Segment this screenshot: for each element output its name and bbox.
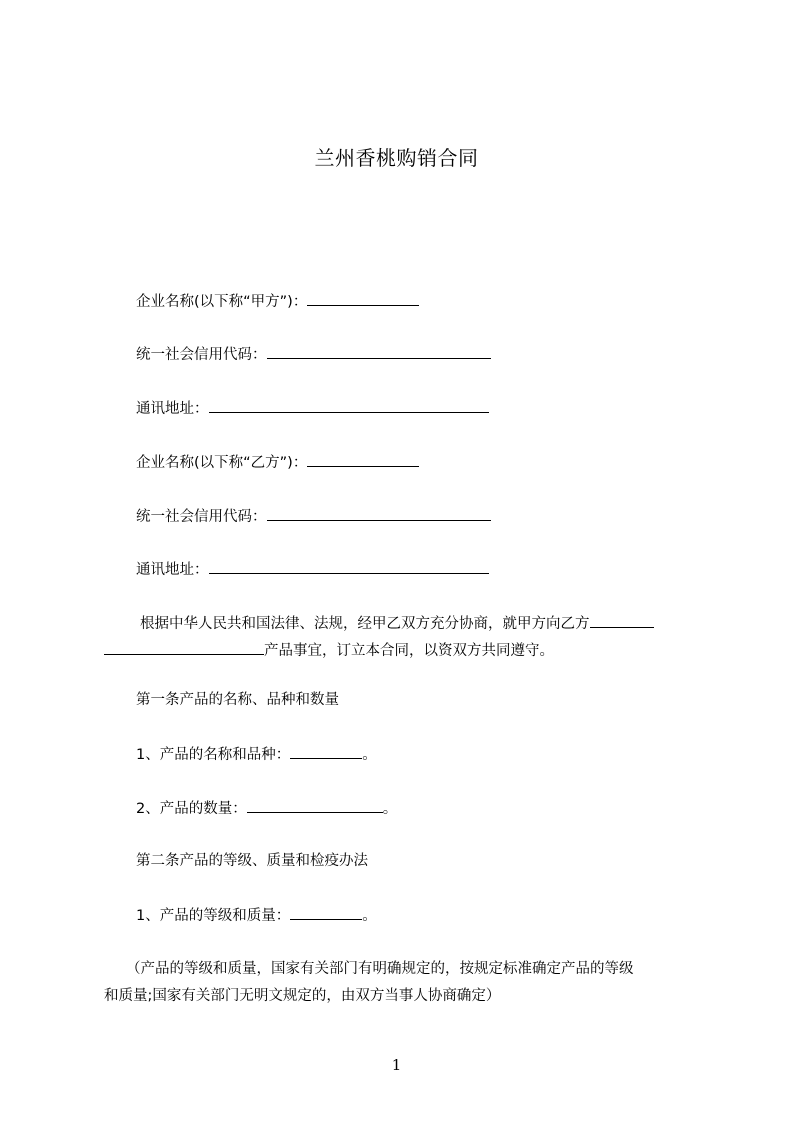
party-a-code-label: 统一社会信用代码： — [136, 347, 267, 363]
article-1-item-1-blank[interactable] — [290, 744, 362, 759]
party-a-address-label: 通讯地址： — [136, 401, 209, 417]
article-2-item-1-blank[interactable] — [290, 905, 362, 920]
party-b-address-line — [136, 559, 489, 580]
page-number: 1 — [391, 1056, 402, 1074]
intro-line-1 — [140, 613, 654, 634]
party-a-name-line — [136, 291, 419, 312]
party-a-address-line — [136, 398, 489, 419]
article-2-item-1-label: 1、产品的等级和质量： — [136, 908, 291, 924]
intro-product-blank-1[interactable] — [590, 613, 654, 628]
article-1-item-2-label: 2、产品的数量： — [136, 801, 247, 817]
party-a-address-blank[interactable] — [209, 398, 489, 413]
article-1-item-1 — [136, 744, 377, 765]
party-b-address-blank[interactable] — [209, 559, 489, 574]
article-1-heading: 第一条产品的名称、品种和数量 — [136, 692, 339, 708]
article-1-item-2-blank[interactable] — [247, 798, 383, 813]
article-1-item-1-label: 1、产品的名称和品种： — [136, 747, 291, 763]
article-1-item-2-period: 。 — [382, 801, 398, 817]
party-a-code-blank[interactable] — [267, 344, 491, 359]
document-title: 兰州香桃购销合同 — [314, 146, 479, 170]
party-a-name-blank[interactable] — [307, 291, 419, 306]
party-b-code-label: 统一社会信用代码： — [136, 509, 267, 525]
intro-text-2: 产品事宜，订立本合同，以资双方共同遵守。 — [264, 643, 554, 659]
party-a-name-label: 企业名称(以下称“甲方”)： — [136, 294, 308, 310]
intro-line-2 — [104, 640, 554, 661]
party-b-name-blank[interactable] — [307, 452, 419, 467]
article-2-heading: 第二条产品的等级、质量和检疫办法 — [136, 853, 368, 869]
note-line-1: （产品的等级和质量，国家有关部门有明确规定的，按规定标准确定产品的等级 — [126, 961, 634, 977]
party-b-code-line — [136, 506, 491, 527]
intro-text-1: 根据中华人民共和国法律、法规，经甲乙双方充分协商，就甲方向乙方 — [140, 616, 590, 632]
intro-product-blank-2[interactable] — [104, 640, 264, 655]
note-line-2: 和质量;国家有关部门无明文规定的，由双方当事人协商确定） — [104, 988, 501, 1004]
party-b-address-label: 通讯地址： — [136, 562, 209, 578]
party-b-code-blank[interactable] — [267, 506, 491, 521]
article-1-item-1-period: 。 — [362, 747, 377, 763]
party-b-name-line — [136, 452, 419, 473]
article-2-item-1-period: 。 — [362, 908, 377, 924]
party-b-name-label: 企业名称(以下称“乙方”)： — [136, 455, 308, 471]
article-2-item-1 — [136, 905, 377, 926]
party-a-code-line — [136, 344, 491, 365]
article-1-item-2 — [136, 798, 397, 819]
